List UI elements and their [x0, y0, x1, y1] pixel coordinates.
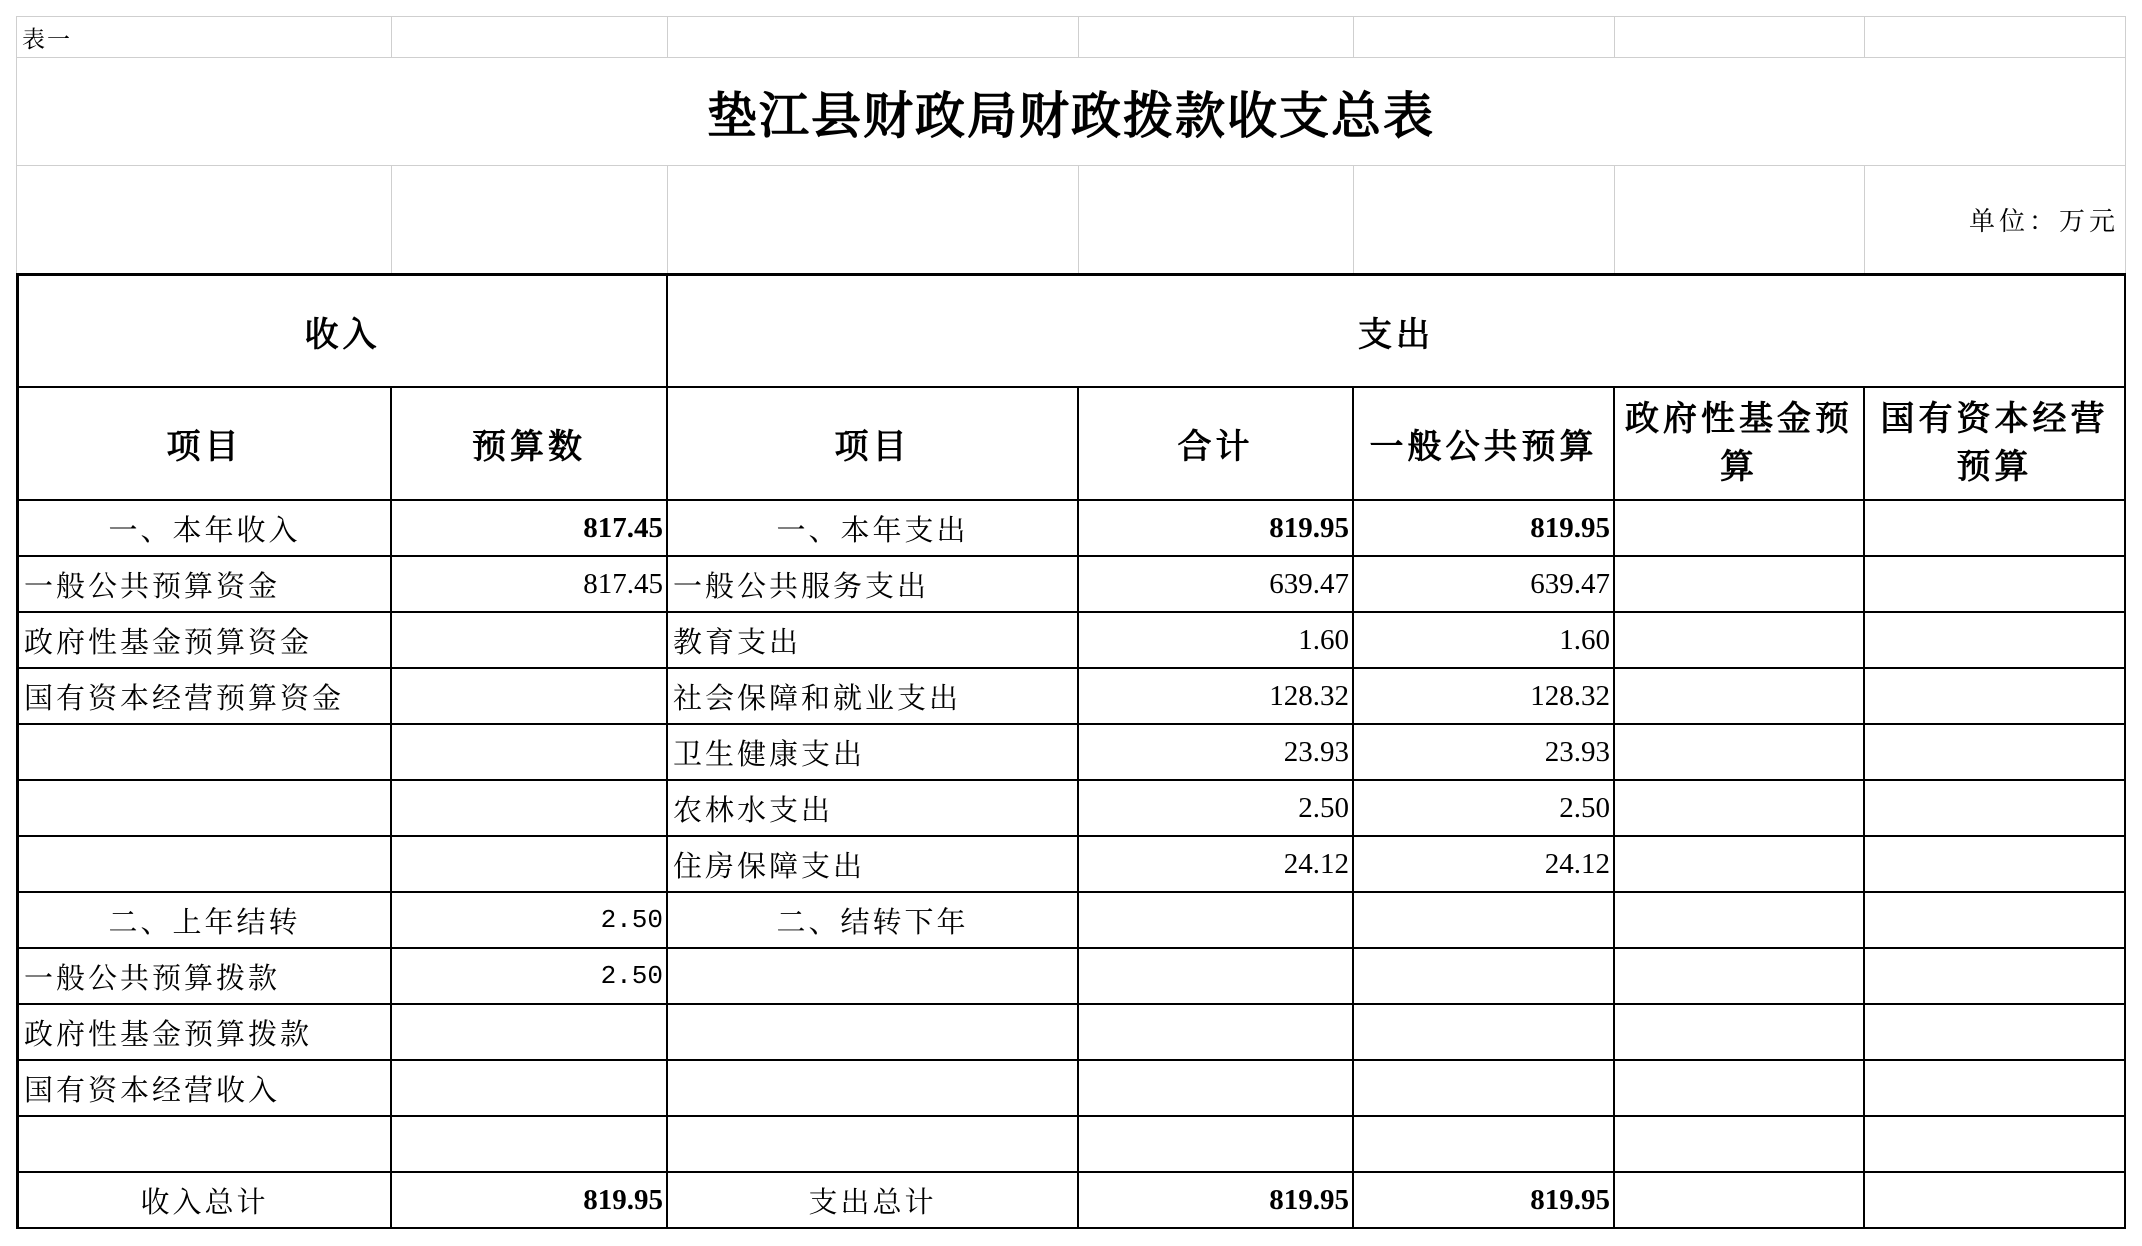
income-item-cell: 收入总计	[16, 1173, 392, 1229]
state-capital-budget-cell	[1865, 725, 2126, 781]
state-capital-budget-cell	[1865, 669, 2126, 725]
state-capital-budget-cell	[1865, 949, 2126, 1005]
state-capital-budget-cell	[1865, 1005, 2126, 1061]
income-item-cell	[16, 837, 392, 893]
gov-fund-budget-cell	[1615, 1005, 1865, 1061]
col-header-state-capital-budget	[1865, 388, 2126, 501]
total-cell	[1079, 893, 1354, 949]
general-budget-cell	[1354, 1005, 1615, 1061]
income-item-cell: 一般公共预算资金	[16, 557, 392, 613]
income-budget-cell	[392, 725, 668, 781]
state-capital-budget-cell	[1865, 781, 2126, 837]
general-budget-cell: 819.95	[1354, 1173, 1615, 1229]
expense-item-cell	[668, 1117, 1079, 1173]
expense-item-cell	[668, 1061, 1079, 1117]
income-item-cell	[16, 1117, 392, 1173]
general-budget-cell: 24.12	[1354, 837, 1615, 893]
gov-fund-budget-cell	[1615, 613, 1865, 669]
grid-cell	[1865, 16, 2126, 57]
grid-cell	[1615, 16, 1865, 57]
expense-item-cell	[668, 949, 1079, 1005]
general-budget-cell	[1354, 1117, 1615, 1173]
expense-item-cell: 二、结转下年	[668, 893, 1079, 949]
income-budget-cell: 817.45	[392, 501, 668, 557]
gov-fund-budget-cell	[1615, 1173, 1865, 1229]
grid-cell	[1354, 165, 1615, 273]
gov-fund-budget-cell	[1615, 669, 1865, 725]
income-budget-cell	[392, 613, 668, 669]
grid-cell	[392, 165, 668, 273]
expense-item-cell: 卫生健康支出	[668, 725, 1079, 781]
income-item-cell: 国有资本经营预算资金	[16, 669, 392, 725]
general-budget-cell: 639.47	[1354, 557, 1615, 613]
income-item-cell	[16, 725, 392, 781]
total-cell: 1.60	[1079, 613, 1354, 669]
grid-cell	[668, 165, 1079, 273]
grid-cell	[1615, 165, 1865, 273]
unit-label: 单位：万元	[1865, 165, 2126, 273]
income-budget-cell	[392, 1117, 668, 1173]
grid-cell	[1079, 165, 1354, 273]
col-header-gov-fund-budget	[1615, 388, 1865, 501]
expense-item-cell	[668, 1005, 1079, 1061]
gov-fund-budget-cell	[1615, 1117, 1865, 1173]
expense-item-cell: 一般公共服务支出	[668, 557, 1079, 613]
general-budget-cell: 819.95	[1354, 501, 1615, 557]
expense-item-cell: 住房保障支出	[668, 837, 1079, 893]
income-budget-cell: 2.50	[392, 949, 668, 1005]
general-budget-cell	[1354, 893, 1615, 949]
expense-item-cell: 教育支出	[668, 613, 1079, 669]
general-budget-cell	[1354, 1061, 1615, 1117]
gov-fund-budget-cell	[1615, 557, 1865, 613]
col-header-general-budget: 一般公共预算	[1354, 388, 1615, 501]
state-capital-budget-cell	[1865, 613, 2126, 669]
income-item-cell: 二、上年结转	[16, 893, 392, 949]
gov-fund-budget-cell	[1615, 893, 1865, 949]
total-cell: 639.47	[1079, 557, 1354, 613]
general-budget-cell: 23.93	[1354, 725, 1615, 781]
income-budget-cell	[392, 1005, 668, 1061]
grid-cell	[16, 165, 392, 273]
col-header-income-budget: 预算数	[392, 388, 668, 501]
gov-fund-budget-cell	[1615, 781, 1865, 837]
col-header-expense-item: 项目	[668, 388, 1079, 501]
general-budget-cell: 1.60	[1354, 613, 1615, 669]
gov-fund-budget-cell	[1615, 837, 1865, 893]
grid-cell	[1079, 16, 1354, 57]
col-header-label: 政府性基金预算	[1625, 398, 1853, 487]
expense-item-cell: 支出总计	[668, 1173, 1079, 1229]
income-budget-cell	[392, 781, 668, 837]
total-cell	[1079, 1005, 1354, 1061]
col-header-label: 国有资本经营预算	[1880, 398, 2109, 487]
state-capital-budget-cell	[1865, 557, 2126, 613]
state-capital-budget-cell	[1865, 501, 2126, 557]
grid-cell	[392, 16, 668, 57]
total-cell: 819.95	[1079, 1173, 1354, 1229]
income-budget-cell: 2.50	[392, 893, 668, 949]
expense-item-cell: 社会保障和就业支出	[668, 669, 1079, 725]
page-title: 垫江县财政局财政拨款收支总表	[16, 57, 2126, 165]
income-budget-cell	[392, 1061, 668, 1117]
col-header-income-item: 项目	[16, 388, 392, 501]
total-cell	[1079, 949, 1354, 1005]
total-cell	[1079, 1117, 1354, 1173]
expense-item-cell: 一、本年支出	[668, 501, 1079, 557]
general-budget-cell: 2.50	[1354, 781, 1615, 837]
income-budget-cell: 819.95	[392, 1173, 668, 1229]
income-item-cell: 政府性基金预算资金	[16, 613, 392, 669]
gov-fund-budget-cell	[1615, 501, 1865, 557]
income-budget-cell	[392, 837, 668, 893]
budget-sheet	[16, 16, 2126, 1229]
gov-fund-budget-cell	[1615, 725, 1865, 781]
state-capital-budget-cell	[1865, 893, 2126, 949]
total-cell: 819.95	[1079, 501, 1354, 557]
gov-fund-budget-cell	[1615, 1061, 1865, 1117]
income-item-cell: 一般公共预算拨款	[16, 949, 392, 1005]
sheet-label: 表一	[16, 16, 392, 57]
total-cell: 23.93	[1079, 725, 1354, 781]
general-budget-cell: 128.32	[1354, 669, 1615, 725]
general-budget-cell	[1354, 949, 1615, 1005]
header-expenditure: 支出	[668, 273, 2126, 388]
state-capital-budget-cell	[1865, 1117, 2126, 1173]
total-cell: 2.50	[1079, 781, 1354, 837]
state-capital-budget-cell	[1865, 1173, 2126, 1229]
income-item-cell: 国有资本经营收入	[16, 1061, 392, 1117]
header-income: 收入	[16, 273, 668, 388]
grid-cell	[668, 16, 1079, 57]
expense-item-cell: 农林水支出	[668, 781, 1079, 837]
state-capital-budget-cell	[1865, 1061, 2126, 1117]
state-capital-budget-cell	[1865, 837, 2126, 893]
col-header-total: 合计	[1079, 388, 1354, 501]
income-budget-cell: 817.45	[392, 557, 668, 613]
income-item-cell: 一、本年收入	[16, 501, 392, 557]
total-cell: 24.12	[1079, 837, 1354, 893]
total-cell: 128.32	[1079, 669, 1354, 725]
income-item-cell	[16, 781, 392, 837]
grid-cell	[1354, 16, 1615, 57]
income-item-cell: 政府性基金预算拨款	[16, 1005, 392, 1061]
income-budget-cell	[392, 669, 668, 725]
gov-fund-budget-cell	[1615, 949, 1865, 1005]
total-cell	[1079, 1061, 1354, 1117]
